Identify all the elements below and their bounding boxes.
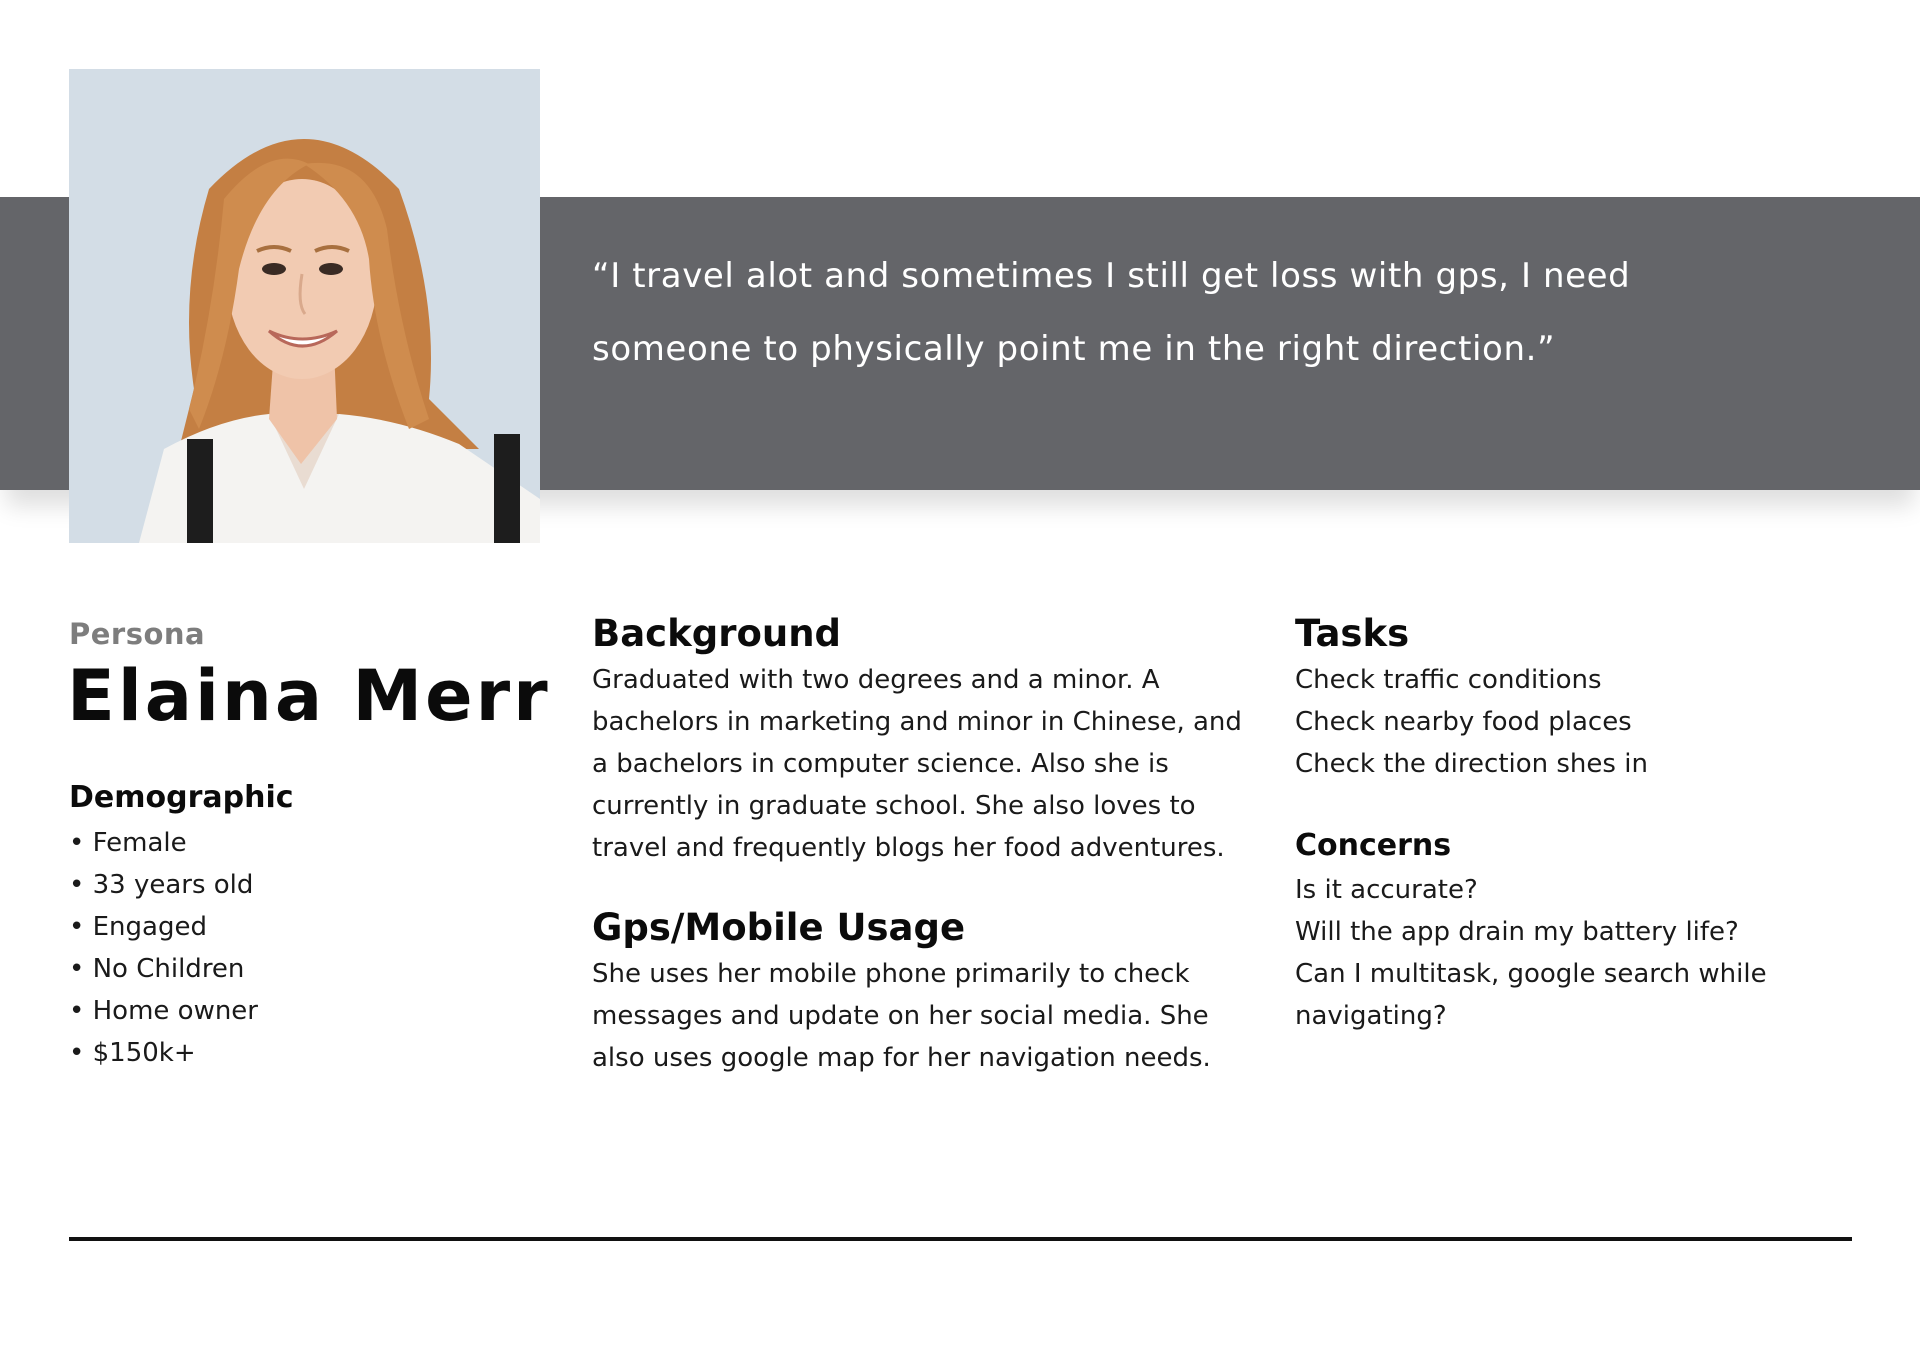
persona-quote: “I travel alot and sometimes I still get loss with gps, I need someone to physically point me in the right direction.” (592, 256, 1631, 369)
tasks-heading: Tasks (1295, 612, 1410, 655)
tasks-list (1295, 659, 1835, 785)
task-item: Check traffic conditions (1295, 665, 1602, 695)
usage-heading: Gps/Mobile Usage (592, 906, 966, 949)
concern-item: Can I multitask, google search while navigating? (1295, 959, 1767, 1031)
persona-name: Elaina Merr (67, 655, 551, 737)
task-item: Check nearby food places (1295, 707, 1632, 737)
demographic-list (69, 822, 519, 1074)
concerns-heading: Concerns (1295, 828, 1452, 863)
background-heading: Background (592, 612, 842, 655)
demographic-item: • No Children (69, 948, 519, 990)
concerns-list (1295, 869, 1815, 1037)
demographic-item: • $150k+ (69, 1032, 519, 1074)
demographic-item: • 33 years old (69, 864, 519, 906)
demographic-item: • Home owner (69, 990, 519, 1032)
persona-photo (69, 69, 540, 543)
persona-portrait (69, 69, 540, 543)
usage-text: She uses her mobile phone primarily to check messages and update on her social media. She also uses google map for her navigation needs. (592, 959, 1211, 1073)
background-text: Graduated with two degrees and a minor. A bachelors in marketing and minor in Chinese, and a bachelors in computer science. Also she is currently in graduate school. She also loves to travel and frequently blogs her food adventures. (592, 665, 1242, 863)
concern-item: Will the app drain my battery life? (1295, 917, 1739, 947)
persona-label: Persona (69, 617, 206, 651)
task-item: Check the direction shes in (1295, 749, 1648, 779)
concern-item: Is it accurate? (1295, 875, 1478, 905)
demographic-heading: Demographic (69, 780, 294, 815)
footer-divider (69, 1237, 1852, 1241)
demographic-item: • Female (69, 822, 519, 864)
demographic-item: • Engaged (69, 906, 519, 948)
